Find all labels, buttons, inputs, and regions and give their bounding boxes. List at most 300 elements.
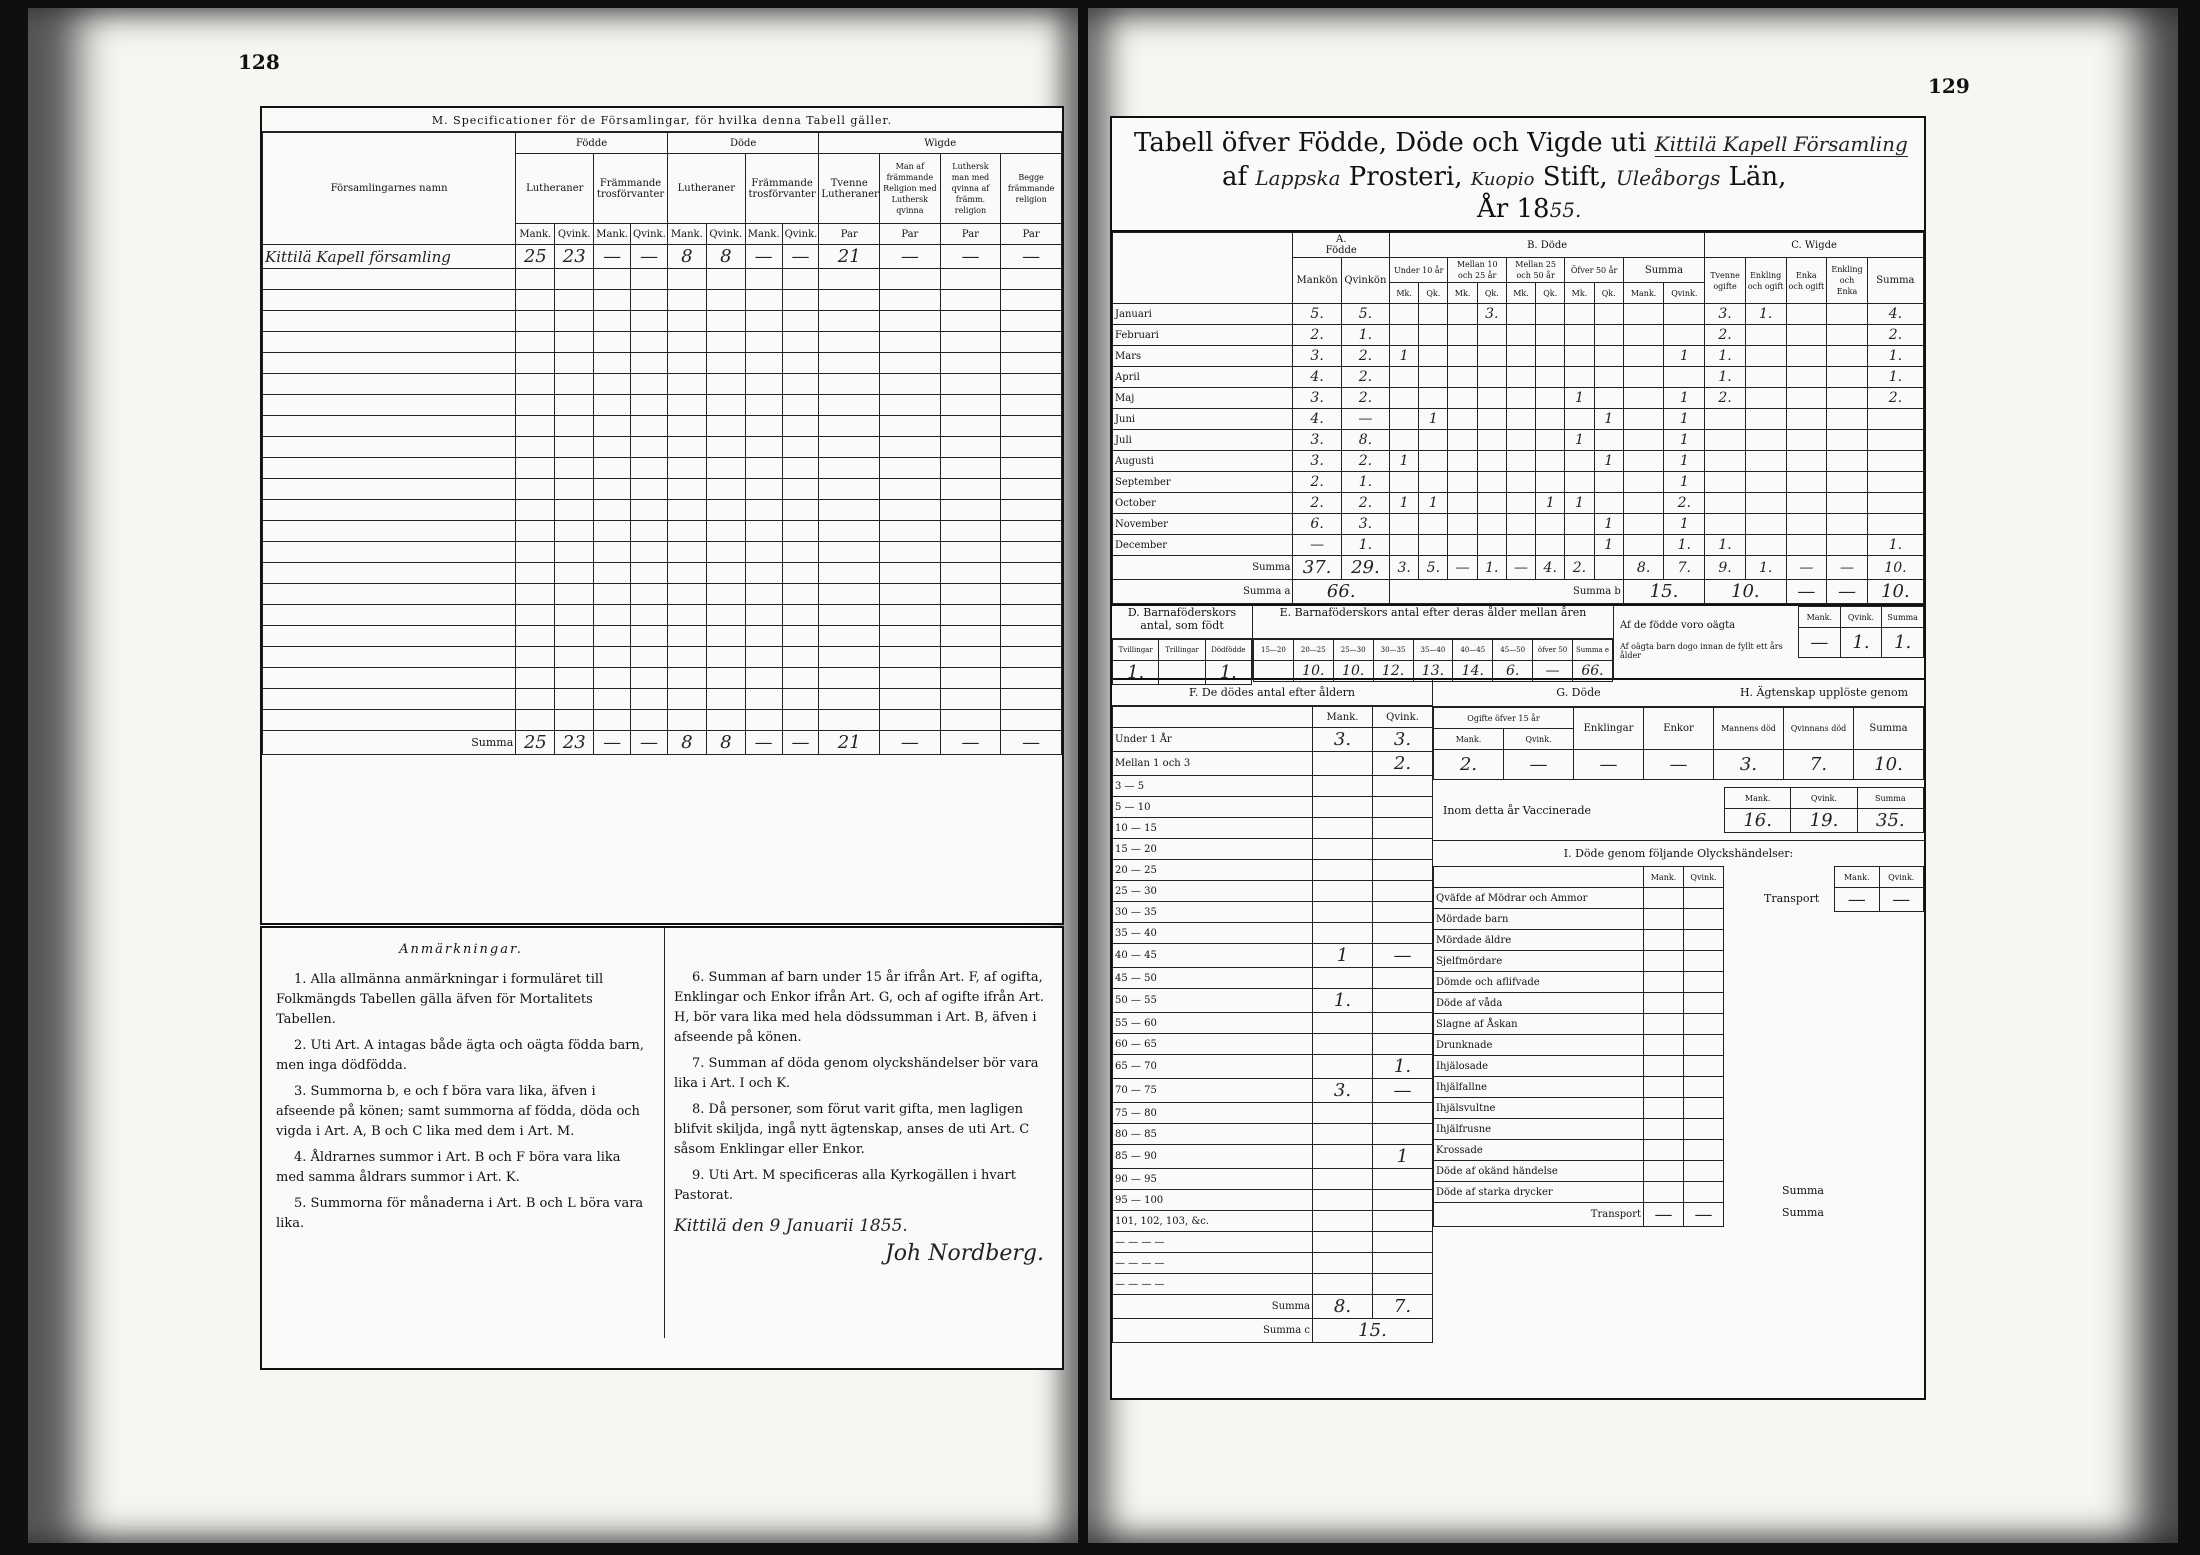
cell [1745, 388, 1786, 409]
cell [1705, 493, 1746, 514]
cell [667, 668, 706, 689]
cell: — [1506, 556, 1535, 580]
cell [555, 416, 594, 437]
cell [594, 479, 631, 500]
gh-table [1433, 707, 1924, 780]
cell [263, 689, 516, 710]
cell [263, 500, 516, 521]
cell [555, 668, 594, 689]
cell [263, 269, 516, 290]
header-par: Par [1001, 224, 1062, 245]
cell [667, 689, 706, 710]
cell [782, 458, 819, 479]
cell [819, 542, 880, 563]
cell: 2. [1293, 472, 1341, 493]
cell [631, 458, 668, 479]
header-qvinn: Qvink. [631, 224, 668, 245]
f-empty: — — — — [1113, 1274, 1433, 1295]
g-qvink: Qvink. [1504, 729, 1574, 750]
title-line-2 [1222, 162, 1786, 192]
cell [782, 563, 819, 584]
cell [1001, 479, 1062, 500]
cell: 3. [1390, 556, 1419, 580]
header-par: Par [819, 224, 880, 245]
cell [594, 563, 631, 584]
cell [1313, 1211, 1373, 1232]
cell [782, 689, 819, 710]
cell [555, 710, 594, 731]
table-row [263, 479, 1062, 500]
age-label: 50 — 55 [1113, 989, 1313, 1013]
age-label: 25 — 30 [1113, 881, 1313, 902]
cell [1506, 430, 1535, 451]
cell [1448, 514, 1477, 535]
cell [1786, 493, 1827, 514]
age-row [1113, 1124, 1433, 1145]
cell [1827, 367, 1868, 388]
cell: Maj [1113, 388, 1293, 409]
cell [516, 374, 555, 395]
cell [1373, 902, 1433, 923]
e-val: 10. [1333, 661, 1373, 682]
table-row [263, 290, 1062, 311]
cell: 1. [1705, 535, 1746, 556]
cell [1001, 290, 1062, 311]
cell: 2. [1705, 388, 1746, 409]
cell [1684, 1077, 1724, 1098]
cell [516, 689, 555, 710]
year-label: År 18 [1477, 194, 1550, 224]
cell: — [594, 731, 631, 755]
age-row [1113, 1013, 1433, 1034]
header-qvinn: Qvink. [555, 224, 594, 245]
accident-row [1434, 1077, 1724, 1098]
cell: 8 [667, 245, 706, 269]
cell [880, 626, 941, 647]
g-enklingar: Enklingar [1574, 708, 1644, 750]
cell [1506, 409, 1535, 430]
cell [1644, 972, 1684, 993]
cell [1827, 472, 1868, 493]
title-stift: Stift, [1542, 162, 1608, 192]
summa-a-row [1113, 580, 1924, 604]
cell [1419, 472, 1448, 493]
cell [555, 311, 594, 332]
m-specification-frame [260, 106, 1064, 925]
cell [631, 437, 668, 458]
age-label: 101, 102, 103, &c. [1113, 1211, 1313, 1232]
cell [1623, 325, 1664, 346]
cell [880, 374, 941, 395]
header-par: Par [940, 224, 1001, 245]
accident-row [1434, 1098, 1724, 1119]
h-enka-ogift: Enka och ogift [1786, 258, 1827, 304]
cell [1477, 346, 1506, 367]
h-val: 3. [1714, 750, 1784, 780]
cell [1373, 1211, 1433, 1232]
summa-b-c2: — [1786, 580, 1827, 604]
cell [1536, 367, 1565, 388]
cell [516, 458, 555, 479]
header-fodde-frammande: Främmande trosförvanter [594, 154, 668, 224]
cell [1373, 923, 1433, 944]
table-row [263, 500, 1062, 521]
cell: 4. [1293, 409, 1341, 430]
h-mankon: Mankön [1293, 258, 1341, 304]
g-val: — [1504, 750, 1574, 780]
d-head: Tvillingar [1113, 640, 1159, 661]
cell [594, 458, 631, 479]
cell [706, 584, 745, 605]
age-row [1113, 1079, 1433, 1103]
cell [263, 437, 516, 458]
cell [1313, 1124, 1373, 1145]
cell [263, 416, 516, 437]
right-page [1088, 8, 2178, 1543]
cell [940, 311, 1001, 332]
cell [594, 374, 631, 395]
cell: — [1001, 245, 1062, 269]
cell: 1 [1664, 430, 1705, 451]
accident-row [1434, 1161, 1724, 1182]
age-label: 5 — 10 [1113, 797, 1313, 818]
h-25-50: Mellan 25 och 50 år [1506, 258, 1564, 283]
accident-label: Döde af våda [1434, 993, 1644, 1014]
h-ofver50: Öfver 50 år [1565, 258, 1623, 283]
cell [782, 710, 819, 731]
cell [745, 563, 782, 584]
cell [1594, 304, 1623, 325]
cell [1373, 839, 1433, 860]
cell [880, 458, 941, 479]
cell: 2. [1341, 493, 1389, 514]
cell: 3. [1373, 728, 1433, 752]
accident-label: Dömde och aflifvade [1434, 972, 1644, 993]
age-row [1113, 1169, 1433, 1190]
cell [1623, 304, 1664, 325]
cell [667, 521, 706, 542]
i-r-val: — [1879, 888, 1924, 912]
table-row [263, 332, 1062, 353]
age-row [1113, 944, 1433, 968]
cell [631, 332, 668, 353]
cell [1313, 1013, 1373, 1034]
cell [782, 605, 819, 626]
cell [555, 500, 594, 521]
signature-name: Joh Nordberg. [884, 1241, 1044, 1266]
cell [263, 332, 516, 353]
e-head: 25—30 [1333, 640, 1373, 661]
cell [1684, 1182, 1724, 1203]
cell: 8. [1623, 556, 1664, 580]
cell [594, 689, 631, 710]
f-summa-m: 8. [1313, 1295, 1373, 1319]
cell [1867, 409, 1923, 430]
cell [1419, 367, 1448, 388]
age-row [1113, 1055, 1433, 1079]
header-man: Mank. [516, 224, 555, 245]
cell [819, 605, 880, 626]
cell [880, 689, 941, 710]
cell [745, 521, 782, 542]
cell [631, 668, 668, 689]
blank-head [1113, 233, 1293, 304]
cell [1419, 346, 1448, 367]
age-label: 90 — 95 [1113, 1169, 1313, 1190]
cell [1001, 311, 1062, 332]
cell [819, 416, 880, 437]
table-row [263, 416, 1062, 437]
cell: — [1341, 409, 1389, 430]
cell [1313, 1103, 1373, 1124]
vacc-val: 19. [1791, 809, 1857, 833]
table-row [263, 269, 1062, 290]
sec-a [1293, 233, 1390, 258]
title-stift-hw: Kuopio [1470, 169, 1535, 190]
cell [1786, 409, 1827, 430]
cell [706, 668, 745, 689]
cell [1001, 689, 1062, 710]
title-af: af [1222, 162, 1248, 192]
cell [631, 290, 668, 311]
cell [1419, 325, 1448, 346]
i-transport-col [1724, 866, 1924, 1227]
age-label: 3 — 5 [1113, 776, 1313, 797]
cell: — [940, 731, 1001, 755]
parish-row [263, 245, 1062, 269]
h-qk: Qk. [1536, 283, 1565, 304]
header-luthersk-man: Luthersk man med qvinna af främm. religion [940, 154, 1001, 224]
cell [1827, 430, 1868, 451]
cell [667, 500, 706, 521]
cell [1419, 535, 1448, 556]
cell [1684, 888, 1724, 909]
cell [1477, 535, 1506, 556]
cell [745, 332, 782, 353]
cell [1684, 1140, 1724, 1161]
cell [594, 521, 631, 542]
header-qvinn: Qvink. [782, 224, 819, 245]
table-row [263, 689, 1062, 710]
cell [745, 479, 782, 500]
cell [263, 605, 516, 626]
cell: Januari [1113, 304, 1293, 325]
cell [1684, 1056, 1724, 1077]
cell [782, 311, 819, 332]
cell [516, 311, 555, 332]
cell [940, 290, 1001, 311]
cell [706, 500, 745, 521]
sec-ghi [1433, 680, 1924, 1343]
sec-e [1253, 606, 1614, 678]
cell [1313, 1169, 1373, 1190]
cell: 1 [1594, 409, 1623, 430]
cell [631, 416, 668, 437]
cell [594, 647, 631, 668]
title-prosteri-hw: Lappska [1255, 166, 1341, 190]
cell: 1 [1536, 493, 1565, 514]
cell [1313, 797, 1373, 818]
cell [594, 395, 631, 416]
accident-row [1434, 1119, 1724, 1140]
summa-b-c: 10. [1705, 580, 1786, 604]
vacc-val: 35. [1857, 809, 1923, 833]
cell: 1. [1341, 325, 1389, 346]
cell: 2. [1867, 325, 1923, 346]
cell [555, 479, 594, 500]
cell [940, 437, 1001, 458]
accident-row [1434, 951, 1724, 972]
cell [880, 710, 941, 731]
gh-titles [1433, 680, 1924, 707]
month-row [1113, 346, 1924, 367]
cell [1867, 472, 1923, 493]
cell [1477, 493, 1506, 514]
cell [940, 353, 1001, 374]
sec-a-letter: A. [1336, 234, 1347, 245]
cell [555, 353, 594, 374]
cell [1419, 388, 1448, 409]
cell: — [940, 245, 1001, 269]
cell: Mars [1113, 346, 1293, 367]
cell [706, 395, 745, 416]
cell [940, 689, 1001, 710]
h-val: 10. [1854, 750, 1924, 780]
cell [1644, 1056, 1684, 1077]
cell [782, 353, 819, 374]
i-r-mank: Mank. [1835, 867, 1880, 888]
cell [1313, 923, 1373, 944]
cell [940, 626, 1001, 647]
cell [782, 542, 819, 563]
sec-d [1112, 606, 1253, 683]
cell [516, 395, 555, 416]
cell: — [1448, 556, 1477, 580]
cell [631, 689, 668, 710]
cell: 8 [706, 731, 745, 755]
cell [819, 500, 880, 521]
cell [1506, 451, 1535, 472]
age-label: 70 — 75 [1113, 1079, 1313, 1103]
cell: 1 [1565, 493, 1594, 514]
cell: Juli [1113, 430, 1293, 451]
cell [745, 689, 782, 710]
cell [1664, 325, 1705, 346]
g-ogifte: Ogifte öfver 15 år [1434, 708, 1574, 729]
cell [1536, 346, 1565, 367]
cell: 2. [1867, 388, 1923, 409]
cell [1001, 353, 1062, 374]
cell [1644, 1119, 1684, 1140]
cell: 2. [1341, 388, 1389, 409]
summa-a-label: Summa a [1113, 580, 1293, 604]
accident-label: Ihjälfallne [1434, 1077, 1644, 1098]
cell [1705, 514, 1746, 535]
cell: 2. [1341, 346, 1389, 367]
cell [1477, 430, 1506, 451]
cell [1373, 776, 1433, 797]
summa-b-label: Summa b [1390, 580, 1624, 604]
cell [594, 710, 631, 731]
cell [1390, 367, 1419, 388]
header-man: Mank. [745, 224, 782, 245]
cell: 1. [1705, 346, 1746, 367]
e-val [1254, 661, 1294, 682]
cell [1623, 346, 1664, 367]
cell [782, 374, 819, 395]
g-mank: Mank. [1434, 729, 1504, 750]
cell: — [745, 731, 782, 755]
cell [1313, 860, 1373, 881]
cell [745, 290, 782, 311]
cell [782, 647, 819, 668]
page-number-left: 128 [238, 50, 280, 74]
cell [1786, 388, 1827, 409]
cell [631, 500, 668, 521]
h-qk: Qk. [1477, 283, 1506, 304]
f-empty: — — — — [1113, 1253, 1433, 1274]
accident-row [1434, 972, 1724, 993]
cell [667, 437, 706, 458]
accident-label: Slagne af Åskan [1434, 1014, 1644, 1035]
table-row [263, 353, 1062, 374]
cell [631, 353, 668, 374]
summa-b-c3: — [1827, 580, 1868, 604]
cell [1313, 881, 1373, 902]
f-summa-c: 15. [1313, 1319, 1433, 1343]
cell [782, 500, 819, 521]
cell [1786, 346, 1827, 367]
header-vigde: Wigde [819, 133, 1062, 154]
cell [1448, 388, 1477, 409]
cell: 5. [1341, 304, 1389, 325]
cell [667, 416, 706, 437]
h-qk: Qk. [1419, 283, 1448, 304]
cell [263, 353, 516, 374]
cell [1786, 367, 1827, 388]
cell [631, 647, 668, 668]
cell [1867, 451, 1923, 472]
cell [516, 710, 555, 731]
cell: 8 [706, 245, 745, 269]
cell [1001, 500, 1062, 521]
f-empty: — — — — [1113, 1232, 1433, 1253]
header-man-af: Man af främmande Religion med Luthersk qvinna [880, 154, 941, 224]
cell [706, 416, 745, 437]
cell: 8. [1341, 430, 1389, 451]
cell [516, 521, 555, 542]
sec-a-name: Födde [1325, 245, 1357, 256]
fghi-block [1112, 678, 1924, 1343]
cell [1623, 367, 1664, 388]
d-table [1112, 639, 1252, 685]
cell [1745, 367, 1786, 388]
cell [1623, 472, 1664, 493]
table-row [263, 710, 1062, 731]
note: 2. Uti Art. A intagas både ägta och oägta födda barn, men inga dödfödda. [276, 1038, 644, 1073]
cell [1867, 514, 1923, 535]
cell [516, 269, 555, 290]
cell [940, 395, 1001, 416]
cell: — [782, 731, 819, 755]
age-row [1113, 989, 1433, 1013]
cell [1001, 437, 1062, 458]
cell [745, 710, 782, 731]
cell [880, 542, 941, 563]
cell: 3. [1705, 304, 1746, 325]
cell: 9. [1705, 556, 1746, 580]
cell: 1. [1664, 535, 1705, 556]
